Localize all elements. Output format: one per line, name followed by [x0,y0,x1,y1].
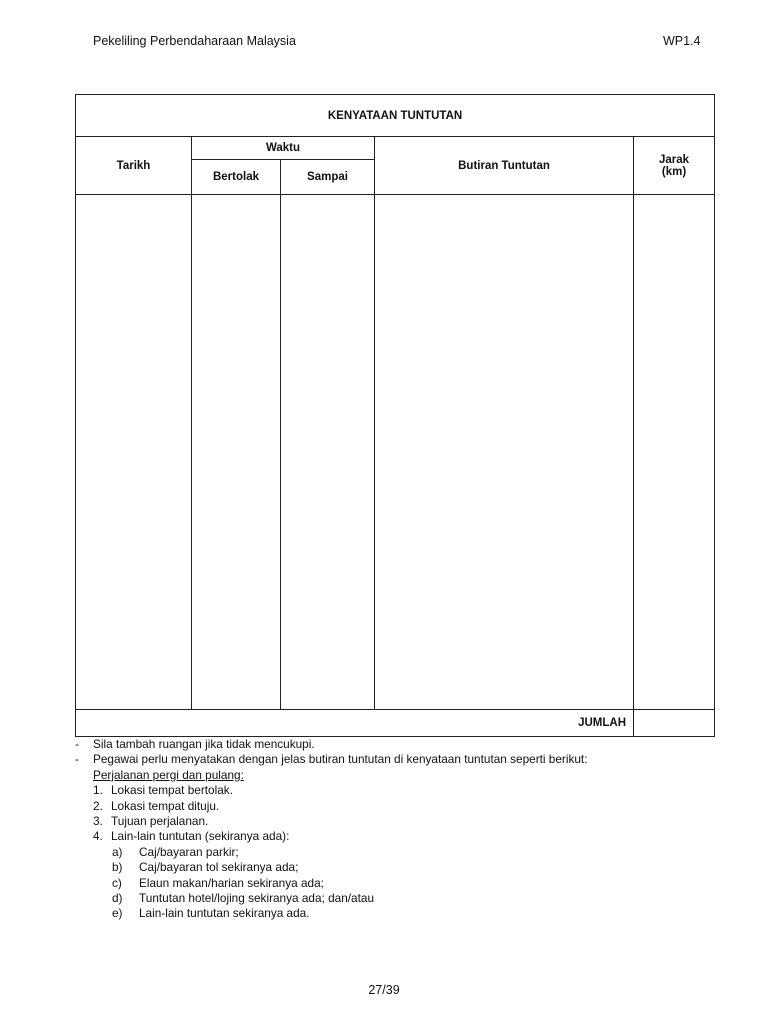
note-text: Pegawai perlu menyatakan dengan jelas butiran tuntutan di kenyataan tuntutan seperti berikut: [93,752,588,767]
item-text: Caj/bayaran parkir; [139,844,239,859]
claim-details-entry-cell[interactable] [375,195,634,710]
column-header-distance-unit: (km) [661,165,687,178]
document-header-title: Pekeliling Perbendaharaan Malaysia [93,34,296,48]
total-label: JUMLAH [76,709,634,736]
departure-entry-cell[interactable] [192,195,281,710]
item-text: Tujuan perjalanan. [111,814,209,829]
dash-bullet: - [75,737,79,751]
note-text: Sila tambah ruangan jika tidak mencukupi. [93,737,315,751]
item-number: 1. [93,783,103,798]
dash-bullet: - [75,752,79,767]
arrival-entry-cell[interactable] [281,195,375,710]
notes-section [75,737,715,922]
document-code: WP1.4 [663,34,701,48]
lettered-item [75,891,715,906]
column-header-distance-label: Jarak [659,153,690,166]
table-title: KENYATAAN TUNTUTAN [76,95,715,137]
column-header-date: Tarikh [76,137,192,195]
column-header-distance [634,137,715,195]
lettered-item [75,860,715,875]
numbered-item [75,783,715,798]
note-item [75,737,715,752]
distance-entry-cell[interactable] [634,195,715,710]
numbered-item [75,814,715,829]
note-item [75,752,715,767]
column-header-arrival: Sampai [281,160,375,195]
item-number: 2. [93,798,103,813]
column-header-claim-details: Butiran Tuntutan [375,137,634,195]
item-text: Caj/bayaran tol sekiranya ada; [139,860,299,875]
lettered-item [75,906,715,921]
item-text: Lain-lain tuntutan sekiranya ada. [139,906,310,921]
numbered-item [75,829,715,844]
item-letter: c) [112,875,122,890]
item-letter: b) [112,860,123,875]
claim-statement-table [75,94,715,737]
item-letter: a) [112,844,123,859]
item-number: 4. [93,829,103,844]
lettered-item [75,876,715,891]
item-text: Lokasi tempat bertolak. [111,783,233,798]
item-letter: d) [112,891,123,906]
column-header-departure: Bertolak [192,160,281,195]
item-number: 3. [93,814,103,829]
item-text: Lokasi tempat dituju. [111,798,220,813]
item-text: Tuntutan hotel/lojing sekiranya ada; dan/atau [139,891,375,906]
item-text: Elaun makan/harian sekiranya ada; [139,875,324,890]
item-text: Lain-lain tuntutan (sekiranya ada): [111,829,290,844]
date-entry-cell[interactable] [76,195,192,710]
notes-subheading: Perjalanan pergi dan pulang: [93,767,244,782]
numbered-item [75,799,715,814]
lettered-item [75,845,715,860]
total-distance-cell[interactable] [634,709,715,736]
page-number: 27/39 [368,983,400,997]
item-letter: e) [112,906,123,921]
column-header-time: Waktu [192,137,375,160]
